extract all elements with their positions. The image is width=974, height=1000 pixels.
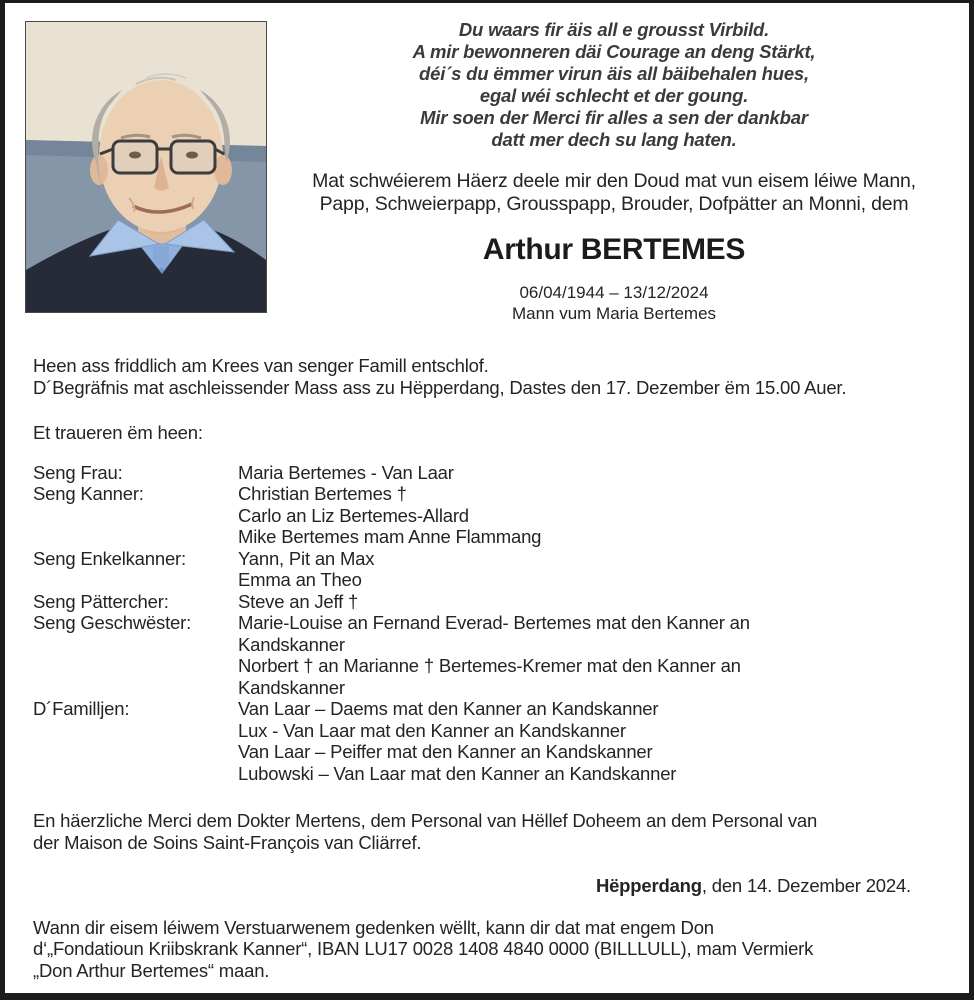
mourner-names	[238, 698, 941, 784]
mourner-line: Lux - Van Laar mat den Kanner an Kandskanner	[238, 719, 626, 741]
birth-death-dates: 06/04/1944 – 13/12/2024	[519, 283, 709, 302]
mourner-line: Van Laar – Peiffer mat den Kanner an Kandskanner	[238, 741, 653, 762]
mourner-label: D´Familljen:	[33, 698, 130, 719]
memorial-verse	[280, 19, 948, 151]
mourner-line: Steve an Jeff †	[238, 590, 359, 612]
thanks-line: der Maison de Soins Saint-François van Cliärref.	[33, 831, 422, 853]
mourner-line: Yann, Pit an Max	[238, 547, 375, 569]
thanks-line: En häerzliche Merci dem Dokter Mertens, dem Personal van Hëllef Doheem an dem Personal van	[33, 810, 818, 831]
mourner-label: Seng Kanner:	[33, 483, 144, 504]
mourner-names	[238, 483, 941, 548]
mourner-row	[33, 612, 941, 698]
verse-line: Du waars fir äis all e grousst Virbild.	[458, 19, 770, 40]
verse-line: déi´s du ëmmer virun äis all bäibehalen hues,	[419, 63, 809, 84]
thanks-paragraph	[33, 810, 941, 853]
passing-statement	[33, 355, 941, 398]
verse-line: A mir bewonneren däi Courage an deng Stärkt,	[412, 41, 816, 62]
mourner-names	[238, 462, 941, 484]
mourner-row	[33, 548, 941, 591]
mourner-line: Mike Bertemes mam Anne Flammang	[238, 526, 542, 547]
donation-line: Wann dir eisem léiwem Verstuarwenem gedenken wëllt, kann dir dat mat engem Don	[33, 916, 714, 938]
header-block	[280, 19, 948, 324]
donation-paragraph	[33, 917, 941, 982]
donation-line: d‘„Fondatioun Kriibskrank Kanner“, IBAN LU17 0028 1408 4840 0000 (BILLLULL), mam Vermierk	[33, 938, 814, 959]
mourner-label: Seng Enkelkanner:	[33, 547, 186, 569]
mourner-label: Seng Geschwëster:	[33, 612, 192, 633]
mourner-line: Maria Bertemes - Van Laar	[238, 461, 454, 483]
intro-line: Mat schwéierem Häerz deele mir den Doud mat vun eisem léiwe Mann,	[312, 170, 916, 192]
passing-line: Heen ass friddlich am Krees van senger Famill entschlof.	[33, 355, 489, 376]
mourners-list	[33, 462, 941, 785]
mourner-line: Emma an Theo	[238, 569, 362, 590]
mourner-row	[33, 462, 941, 484]
verse-line: Mir soen der Merci fir alles a sen der dankbar	[420, 107, 808, 128]
deceased-portrait-photo	[25, 21, 267, 313]
mourner-names	[238, 612, 941, 698]
mourner-names	[238, 548, 941, 591]
mourner-row	[33, 591, 941, 613]
portrait-illustration	[26, 22, 266, 312]
dateline-place: Hëpperdang	[595, 875, 702, 896]
mourner-line: Lubowski – Van Laar mat den Kanner an Kandskanner	[238, 762, 677, 784]
mourner-row	[33, 483, 941, 548]
mourner-label: Seng Frau:	[33, 461, 123, 483]
mourner-label: Seng Pättercher:	[33, 590, 169, 612]
mourner-line: Marie-Louise an Fernand Everad- Bertemes mat den Kanner an	[238, 612, 750, 633]
mourner-names	[238, 591, 941, 613]
mourner-line: Christian Bertemes †	[238, 483, 407, 504]
dateline	[33, 875, 941, 897]
mourner-line: Van Laar – Daems mat den Kanner an Kandskanner	[238, 698, 659, 719]
donation-line: „Don Arthur Bertemes“ maan.	[33, 959, 270, 981]
mourner-line: Kandskanner	[238, 633, 345, 655]
dateline-date: , den 14. Dezember 2024.	[701, 875, 911, 896]
funeral-line: D´Begräfnis mat aschleissender Mass ass zu Hëpperdang, Dastes den 17. Dezember ëm 15.00 Auer.	[33, 376, 847, 398]
mourner-line: Norbert † an Marianne † Bertemes-Kremer mat den Kanner an	[238, 655, 741, 676]
mourner-row	[33, 698, 941, 784]
announcement-intro	[280, 170, 948, 216]
deceased-name: Arthur BERTEMES	[482, 233, 746, 266]
mourners-heading: Et traueren ëm heen:	[33, 422, 203, 443]
intro-line: Papp, Schweierpapp, Grousspapp, Brouder, Dofpätter an Monni, dem	[319, 193, 909, 215]
mourner-line: Carlo an Liz Bertemes-Allard	[238, 504, 469, 526]
notice-body	[33, 355, 941, 981]
relation-line: Mann vum Maria Bertemes	[511, 304, 717, 323]
verse-line: egal wéi schlecht et der goung.	[479, 85, 749, 106]
mourner-line: Kandskanner	[238, 676, 345, 698]
verse-line: datt mer dech su lang haten.	[491, 129, 737, 150]
